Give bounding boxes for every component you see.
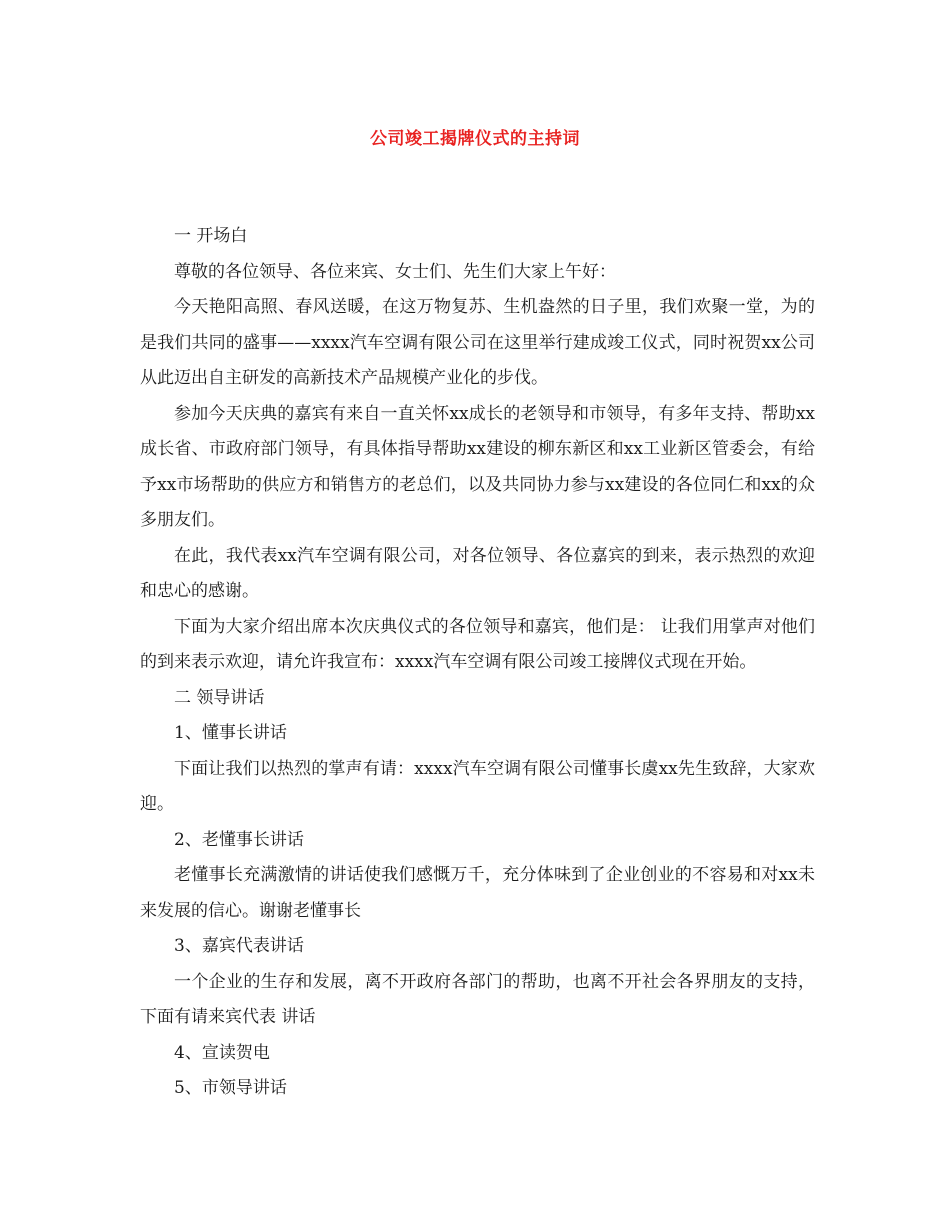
list-item-heading: 3、嘉宾代表讲话 (174, 936, 304, 956)
body-paragraph: 下面让我们以热烈的掌声有请：xxxx汽车空调有限公司懂事长虞xx先生致辞，大家欢迎。 (140, 758, 815, 814)
document-body (140, 219, 815, 1107)
list-item-heading: 5、市领导讲话 (174, 1078, 287, 1098)
list-item-heading: 2、老懂事长讲话 (174, 829, 304, 850)
body-paragraph: 老懂事长充满激情的讲话使我们感慨万千，充分体味到了企业创业的不容易和对xx未来发展的信心。谢谢老懂事长 (140, 865, 815, 921)
body-paragraph: 在此，我代表xx汽车空调有限公司，对各位领导、各位嘉宾的到来，表示热烈的欢迎和忠心的感谢。 (140, 545, 815, 601)
list-item-heading: 1、懂事长讲话 (174, 723, 287, 743)
body-paragraph: 参加今天庆典的嘉宾有来自一直关怀xx成长的老领导和市领导，有多年支持、帮助xx成长省、市政府部门领导，有具体指导帮助xx建设的柳东新区和xx工业新区管委会，有给予xx市场帮助的供应方和销售方的老总们，以及共同协力参与xx建设的各位同仁和xx的众多朋友们。 (140, 403, 815, 530)
greeting-paragraph: 尊敬的各位领导、各位来宾、女士们、先生们大家上午好： (174, 261, 616, 282)
list-item-heading: 4、宣读贺电 (174, 1042, 270, 1063)
body-paragraph: 今天艳阳高照、春风送暖，在这万物复苏、生机盎然的日子里，我们欢聚一堂，为的是我们共同的盛事——xxxx汽车空调有限公司在这里举行建成竣工仪式，同时祝贺xx公司从此迈出自主研发的高新技术产品规模产业化的步伐。 (140, 297, 815, 388)
section-heading-speeches: 二 领导讲话 (174, 687, 265, 708)
body-paragraph: 下面为大家介绍出席本次庆典仪式的各位领导和嘉宾，他们是： 让我们用掌声对他们的到来表示欢迎，请允许我宣布：xxxx汽车空调有限公司竣工接牌仪式现在开始。 (140, 616, 815, 672)
section-heading-opening: 一 开场白 (174, 226, 248, 246)
document-title: 公司竣工揭牌仪式的主持词 (370, 129, 580, 149)
body-paragraph: 一个企业的生存和发展，离不开政府各部门的帮助，也离不开社会各界朋友的支持，下面有请来宾代表 讲话 (140, 971, 815, 1027)
